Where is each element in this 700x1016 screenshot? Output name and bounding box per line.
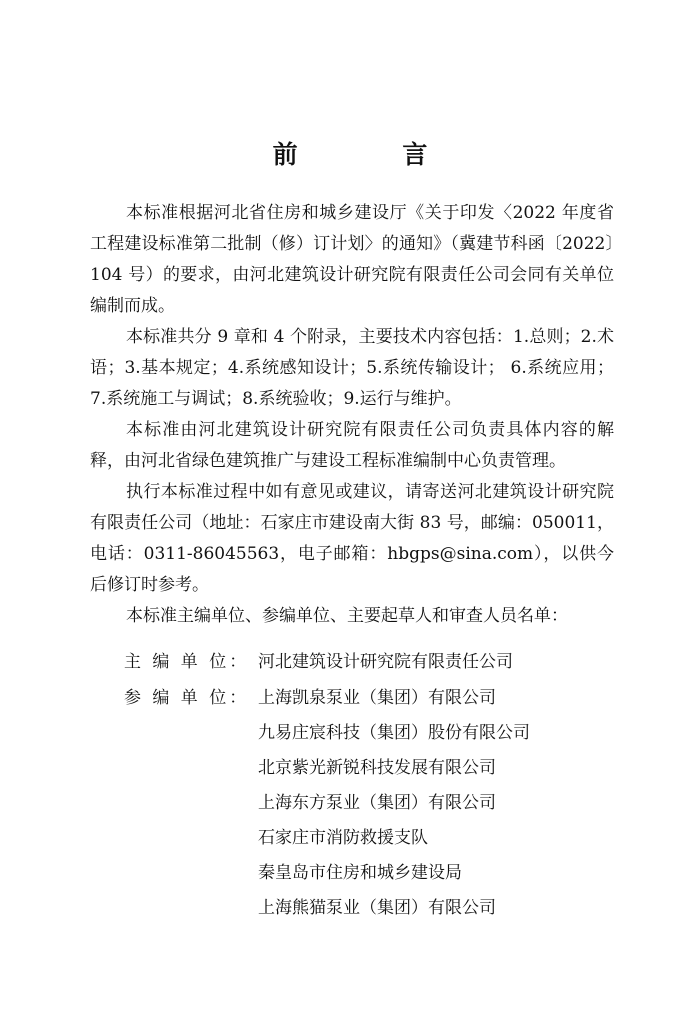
participating-unit-name: 北京紫光新锐科技发展有限公司	[258, 758, 496, 778]
paragraph-feedback: 执行本标准过程中如有意见或建议，请寄送河北建筑设计研究院有限责任公司（地址：石家庄市建设南大街 83 号，邮编：050011，电话：0311-86045563，电子邮箱：hbgps@sina.com），以供今后修订时参考。	[90, 482, 614, 595]
participating-unit-name: 上海熊猫泵业（集团）有限公司	[258, 898, 496, 918]
participating-unit-name: 秦皇岛市住房和城乡建设局	[258, 863, 462, 883]
page-title: 前 言	[272, 140, 476, 169]
paragraph-contents: 本标准共分 9 章和 4 个附录，主要技术内容包括：1.总则；2.术语；3.基本规定；4.系统感知设计；5.系统传输设计； 6.系统应用；7.系统施工与调试；8.系统验收；9.运行与维护。	[90, 327, 614, 409]
participating-unit-name: 上海东方泵业（集团）有限公司	[258, 793, 496, 813]
preface-body	[90, 198, 614, 632]
paragraph-units-intro: 本标准主编单位、参编单位、主要起草人和审查人员名单：	[126, 606, 568, 626]
paragraph-basis: 本标准根据河北省住房和城乡建设厅《关于印发〈2022 年度省工程建设标准第二批制（修）订计划〉的通知》（冀建节科函〔2022〕104 号）的要求，由河北建筑设计研究院有限责任公司会同有关单位编制而成。	[90, 203, 614, 316]
chief-unit-label: 主 编 单 位：	[124, 652, 250, 672]
participating-unit-label: 参 编 单 位：	[124, 688, 250, 708]
participating-unit-name: 石家庄市消防救援支队	[258, 828, 428, 848]
participating-unit-name: 上海凯泉泵业（集团）有限公司	[258, 688, 496, 708]
participating-unit-name: 九易庄宸科技（集团）股份有限公司	[258, 723, 530, 743]
paragraph-interpretation: 本标准由河北建筑设计研究院有限责任公司负责具体内容的解释，由河北省绿色建筑推广与建设工程标准编制中心负责管理。	[90, 420, 614, 471]
chief-unit-name: 河北建筑设计研究院有限责任公司	[258, 652, 513, 672]
